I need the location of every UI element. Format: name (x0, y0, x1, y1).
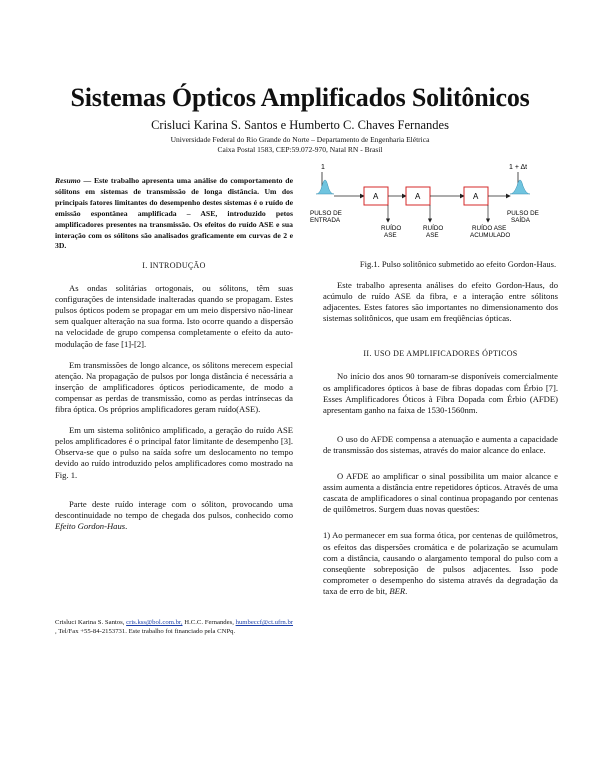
input-pulse-icon (316, 180, 334, 194)
right-column (323, 280, 558, 597)
abstract-text: Este trabalho apresenta uma análise do comportamento de sólitons em sistemas de transmissão de longa distância. Um dos principais fatores limitantes do desempenho destes sistemas é o ruído de emissão espontânea amplificada – ASE, introduzido petos amplificadores presentes na transmissão. Os efeitos do ruído ASE e sua interação com os sólitons são analisados graficamente em curvas de 2 e 3D. (55, 176, 293, 251)
abstract-label: Resumo — (55, 176, 92, 185)
svg-text:A: A (473, 192, 479, 201)
amplifier-paragraph-3: O AFDE ao amplificar o sinal possibilita um maior alcance e assim aumenta a distância entre repetidores ópticos. Através de uma cascata de amplificadores o sinal continua propagando por centenas de quilômetros. Surgem duas novas questões: (323, 471, 558, 515)
question-1-paragraph: 1) Ao permanecer em sua forma ótica, por centenas de quilômetros, os efeitos das dispersões cromática e de polarização se acumulam com a distância, causando o alargamento temporal do pulso com a conseqüente sobreposição de pulsos adjacentes. Isso pode comprometer o desempenho do sistema através da degradação da taxa de erro de bit, BER. (323, 530, 558, 596)
authors: Crisluci Karina S. Santos e Humberto C. Chaves Fernandes (151, 118, 449, 132)
noise-ase-label-2: RUÍDO (423, 225, 444, 232)
overview-paragraph: Este trabalho apresenta análises do efeito Gordon-Haus, do acúmulo de ruído ASE da fibra, e a interação entre sólitons adjacentes. Estes fatores são importantes no dimensionamento dos sistemas solitônicos, que usam em freqüências ópticas. (323, 280, 558, 324)
left-column (55, 260, 293, 532)
time-label-input: 1 (321, 164, 325, 171)
intro-paragraph-1: As ondas solitárias ortogonais, ou sólitons, têm suas configurações de intensidade inalteradas quando se propagam. Estes pulsos ópticos podem se propagar em um meio dispersivo não-linear sem qualquer alteração na sua forma. Isto ocorre quando a dispersão na velocidade de grupo compensa completamente o efeito da auto-modulação de fase [1]-[2]. (55, 283, 293, 349)
paper-title: Sistemas Ópticos Amplificados Solitônicos (70, 83, 530, 112)
input-pulse-label: PULSO DE (310, 210, 342, 217)
svg-text:SAÍDA: SAÍDA (511, 217, 530, 224)
svg-text:A: A (415, 192, 421, 201)
output-pulse-icon (510, 180, 530, 194)
gordon-haus-paragraph: Parte deste ruído interage com o sóliton, provocando uma descontinuidade no tempo de chegada dos pulsos, conhecido como Efeito Gordon-Haus. (55, 498, 293, 531)
section-heading-amplifiers: II. USO DE AMPLIFICADORES ÓPTICOS (363, 349, 518, 359)
email-link-santos[interactable]: cris.kss@bol.com.br, (126, 619, 183, 626)
gordon-haus-term: Efeito Gordon-Haus (55, 520, 126, 531)
ber-term: BER (389, 585, 406, 596)
abstract (55, 176, 293, 252)
amplifier-paragraph-2: O uso do AFDE compensa a atenuação e aumenta a capacidade de transmissão dos sistemas, através do maior alcance do enlace. (323, 433, 558, 455)
affiliation-line-1: Universidade Federal do Rio Grande do Norte – Departamento de Engenharia Elétrica (170, 135, 430, 144)
svg-text:ENTRADA: ENTRADA (310, 217, 341, 224)
amplifier-paragraph-1: No início dos anos 90 tornaram-se disponíveis comercialmente os amplificadores ópticos à base de fibras dopadas com Érbio [7]. Esses Amplificadores Óticos à Fibra Dopada com Érbio (AFDE) apresentam ganho na faixa de 1530-1560nm. (323, 371, 558, 415)
svg-text:ASE: ASE (384, 232, 397, 239)
email-link-fernandes[interactable]: humbeccf@ct.ufrn.br (235, 619, 294, 626)
svg-text:ACUMULADO: ACUMULADO (470, 232, 511, 239)
output-pulse-label: PULSO DE (507, 210, 539, 217)
section-heading-introduction: I. INTRODUÇÃO (142, 261, 206, 270)
intro-paragraph-2: Em transmissões de longo alcance, os sólitons merecem especial atenção. Na propagação de pulsos por longa distância é necessária a inserção de amplificadores ópticos periodicamente, de modo a compensar as perdas de transmissão, como as perdas intrínsecas da fibra óptica. Os próprios amplificadores geram ruído(ASE). (55, 359, 293, 415)
svg-text:ASE: ASE (426, 232, 439, 239)
noise-ase-label-1: RUÍDO (381, 225, 402, 232)
affiliation-line-2: Caixa Postal 1583, CEP:59.072-970, Natal RN - Brasil (217, 145, 383, 154)
accumulated-noise-label: RUÍDO ASE (472, 225, 507, 232)
author-footnote: Crisluci Karina S. Santos, cris.kss@bol.com.br, H.C.C. Fernandes, humbeccf@ct.ufrn.br , Tel/Fax +55-84-2153731. Este trabalho foi financiado pela CNPq. (55, 619, 294, 635)
figure-gordon-haus-diagram (306, 160, 556, 252)
figure-caption: Fig.1. Pulso solitônico submetido ao efeito Gordon-Haus. (359, 259, 557, 269)
svg-text:A: A (373, 192, 379, 201)
time-label-output: 1 + Δt (509, 164, 528, 171)
intro-paragraph-3: Em um sistema solitônico amplificado, a geração do ruído ASE pelos amplificadores é o principal fator limitante de desempenho [3]. Observa-se que o pulso na saída sofre um deslocamento no tempo devido ao ruído introduzido pelos amplificadores como mostrado na Fig. 1. (55, 425, 293, 480)
